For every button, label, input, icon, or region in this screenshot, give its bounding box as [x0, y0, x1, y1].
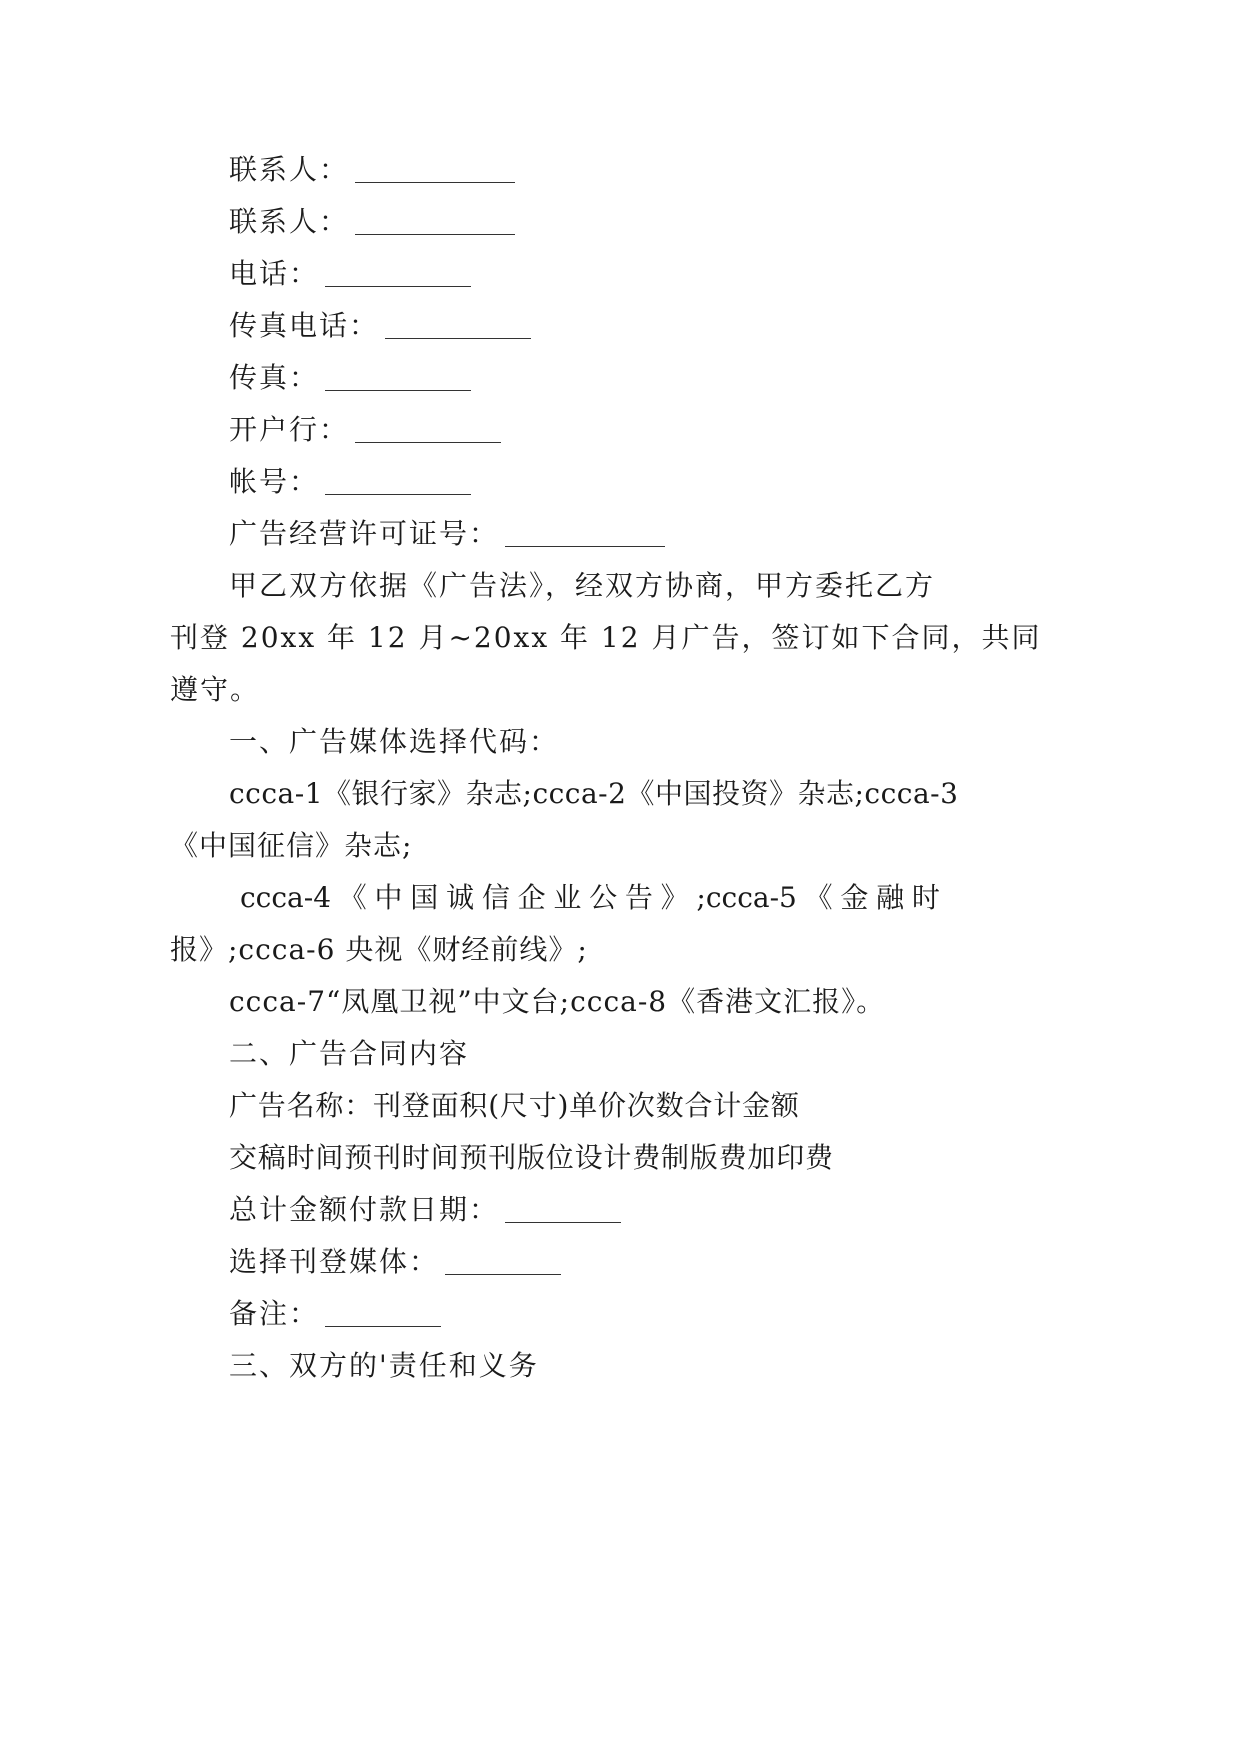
- remarks-field: [229, 1294, 441, 1334]
- field-label: 联系人：: [229, 205, 350, 238]
- intro-paragraph-line: 甲乙双方依据《广告法》，经双方协商，甲方委托乙方: [229, 569, 936, 602]
- field-label: 总计金额付款日期：: [229, 1193, 500, 1226]
- text-run: 信: [481, 881, 510, 914]
- fill-in-blank: [355, 210, 515, 235]
- account-field: [229, 462, 471, 502]
- fill-in-blank: [325, 470, 471, 495]
- fill-in-blank: [505, 522, 665, 547]
- fill-in-blank: [385, 314, 531, 339]
- text-run: 》: [660, 881, 689, 914]
- text-run: ccca-4: [240, 881, 332, 914]
- fill-in-blank: [325, 262, 471, 287]
- media-code-line: 报》;ccca-6 央视《财经前线》;: [170, 933, 588, 966]
- field-label: 开户行：: [229, 413, 350, 446]
- text-run: 融: [876, 881, 905, 914]
- intro-paragraph-line: 刊登 20xx 年 12 月~20xx 年 12 月广告，签订如下合同，共同: [170, 621, 1042, 654]
- text-run: 公: [589, 881, 618, 914]
- fill-in-blank: [355, 418, 501, 443]
- text-run: 业: [553, 881, 582, 914]
- fill-in-blank: [505, 1198, 621, 1223]
- text-run: 金: [840, 881, 869, 914]
- fax-phone-field: [229, 306, 531, 346]
- contact-field-1: [229, 150, 515, 190]
- field-label: 帐号：: [229, 465, 320, 498]
- fill-in-blank: [325, 1302, 441, 1327]
- intro-paragraph-line: 遵守。: [170, 673, 261, 706]
- media-select-field: [229, 1242, 561, 1282]
- section-3-heading: 三、双方的'责任和义务: [229, 1349, 539, 1382]
- media-code-line: ccca-1《银行家》杂志;ccca-2《中国投资》杂志;ccca-3: [229, 777, 959, 810]
- bank-field: [229, 410, 501, 450]
- field-label: 联系人：: [229, 153, 350, 186]
- section-1-heading: 一、广告媒体选择代码：: [229, 725, 560, 758]
- text-run: 国: [410, 881, 439, 914]
- media-code-line: 《中国征信》杂志;: [170, 829, 413, 862]
- contract-content-row: 广告名称：刊登面积(尺寸)单价次数合计金额: [229, 1089, 800, 1122]
- fax-field: [229, 358, 471, 398]
- field-label: 备注：: [229, 1297, 320, 1330]
- text-run: 告: [624, 881, 653, 914]
- text-run: 中: [374, 881, 403, 914]
- text-run: 《: [804, 881, 833, 914]
- section-2-heading: 二、广告合同内容: [229, 1037, 470, 1070]
- field-label: 广告经营许可证号：: [229, 517, 500, 550]
- contact-field-2: [229, 202, 515, 242]
- fill-in-blank: [355, 158, 515, 183]
- text-run: 时: [911, 881, 940, 914]
- fill-in-blank: [325, 366, 471, 391]
- license-field: [229, 514, 665, 554]
- contract-content-row: 交稿时间预刊时间预刊版位设计费制版费加印费: [229, 1141, 834, 1174]
- payment-date-field: [229, 1190, 621, 1230]
- field-label: 传真：: [229, 361, 320, 394]
- field-label: 选择刊登媒体：: [229, 1245, 440, 1278]
- media-code-line: ccca-7“凤凰卫视”中文台;ccca-8《香港文汇报》。: [229, 985, 886, 1018]
- phone-field: [229, 254, 471, 294]
- text-run: ;ccca-5: [696, 881, 797, 914]
- media-code-justified-line: [240, 878, 940, 918]
- text-run: 诚: [446, 881, 475, 914]
- field-label: 电话：: [229, 257, 320, 290]
- text-run: 企: [517, 881, 546, 914]
- fill-in-blank: [445, 1250, 561, 1275]
- text-run: 《: [338, 881, 367, 914]
- field-label: 传真电话：: [229, 309, 380, 342]
